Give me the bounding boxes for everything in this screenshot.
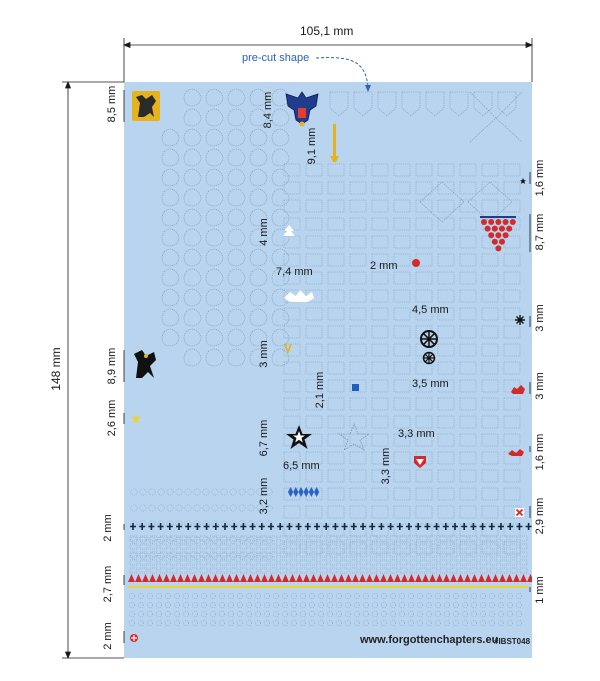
dim-wolf: 7,4 mm (276, 266, 313, 278)
dim-shield-width: 3,3 mm (398, 428, 435, 440)
dim-wheel: 4,5 mm (412, 304, 449, 316)
dim-blue-square: 2,1 mm (314, 371, 326, 409)
dim-shield-height: 3,3 mm (380, 447, 392, 485)
dim-strip-black: 2 mm (102, 514, 114, 542)
dim-red-dot: 2 mm (370, 260, 398, 272)
dim-diamonds-height: 3,2 mm (258, 477, 270, 515)
product-code-label: #IBST048 (494, 637, 531, 646)
dim-balls: 8,7 mm (534, 213, 546, 251)
website-label: www.forgottenchapters.eu (360, 634, 499, 646)
dim-yellow-star: 2,6 mm (106, 399, 118, 437)
dim-star-right: 1,6 mm (534, 159, 546, 197)
width-label: 105,1 mm (300, 24, 354, 38)
dim-black-star: 6,7 mm (258, 419, 270, 457)
dim-strip-bottom: 2 mm (102, 622, 114, 650)
height-label: 148 mm (49, 347, 63, 391)
dim-red-x: 2,9 mm (534, 497, 546, 535)
dim-lion: 8,5 mm (106, 85, 118, 123)
dim-snowflake: 3 mm (534, 304, 546, 332)
dim-black-lion: 8,9 mm (106, 347, 118, 385)
dim-red-dog: 3 mm (534, 372, 546, 400)
dim-eagle: 8,4 mm (262, 91, 274, 129)
dim-diamonds-width: 6,5 mm (283, 460, 320, 472)
dim-strip-red: 2,7 mm (102, 565, 114, 603)
dim-wheel-small: 3,5 mm (412, 378, 449, 390)
dim-strip-yellow: 1 mm (534, 576, 546, 604)
dim-v: 3 mm (258, 340, 270, 368)
dim-tree: 4 mm (258, 218, 270, 246)
dim-red-dragon: 1,6 mm (534, 433, 546, 471)
dim-trumpet: 9,1 mm (306, 127, 318, 165)
precut-label: pre-cut shape (242, 52, 310, 64)
